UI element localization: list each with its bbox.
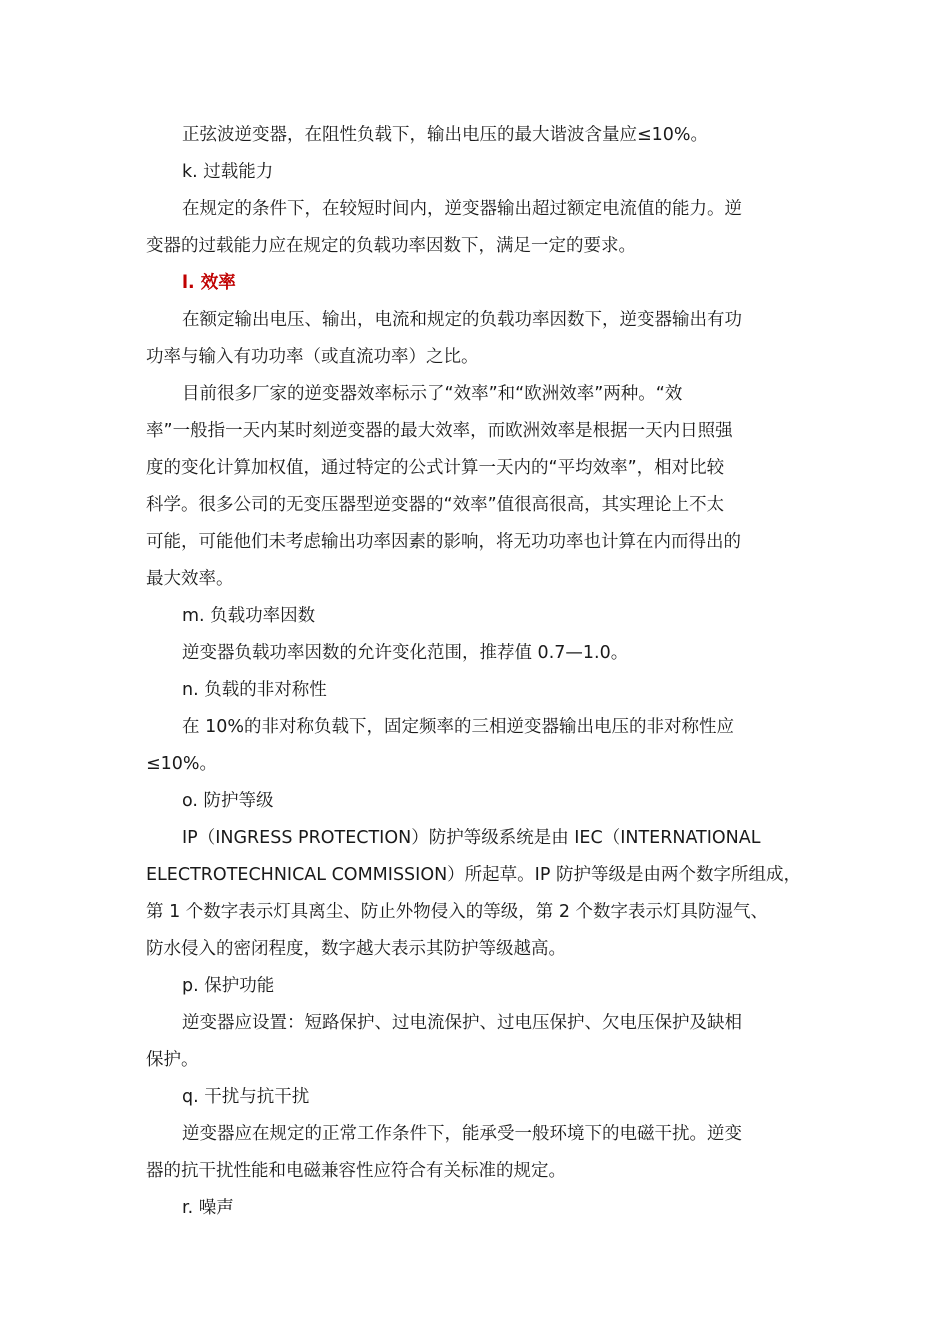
paragraph-line: 防水侵入的密闭程度，数字越大表示其防护等级越高。 xyxy=(146,939,566,959)
paragraph xyxy=(146,302,806,376)
paragraph xyxy=(146,376,806,598)
paragraph xyxy=(146,1005,806,1079)
paragraph xyxy=(146,117,806,154)
document-page xyxy=(146,117,806,1227)
paragraph-line: 变器的过载能力应在规定的负载功率因数下，满足一定的要求。 xyxy=(146,236,636,256)
paragraph-line: 目前很多厂家的逆变器效率标示了“效率”和“欧洲效率”两种。“效 xyxy=(182,384,683,404)
paragraph-line: 在规定的条件下，在较短时间内，逆变器输出超过额定电流值的能力。逆 xyxy=(182,199,742,219)
section-heading: l. 效率 xyxy=(182,273,236,293)
paragraph-line: 在额定输出电压、输出，电流和规定的负载功率因数下，逆变器输出有功 xyxy=(182,310,742,330)
paragraph-line: 正弦波逆变器，在阻性负载下，输出电压的最大谐波含量应≤10%。 xyxy=(182,125,709,145)
paragraph-line: 在 10%的非对称负载下，固定频率的三相逆变器输出电压的非对称性应 xyxy=(182,717,734,737)
paragraph-line: 器的抗干扰性能和电磁兼容性应符合有关标准的规定。 xyxy=(146,1161,566,1181)
section-heading: p. 保护功能 xyxy=(182,976,275,996)
paragraph-line: 逆变器应在规定的正常工作条件下，能承受一般环境下的电磁干扰。逆变 xyxy=(182,1124,742,1144)
paragraph-line: 率”一般指一天内某时刻逆变器的最大效率，而欧洲效率是根据一天内日照强 xyxy=(146,421,733,441)
paragraph-line: 保护。 xyxy=(146,1050,199,1070)
section-heading: m. 负载功率因数 xyxy=(182,606,316,626)
section-heading: q. 干扰与抗干扰 xyxy=(182,1087,310,1107)
paragraph xyxy=(146,191,806,265)
paragraph-line: 科学。很多公司的无变压器型逆变器的“效率”值很高很高，其实理论上不太 xyxy=(146,495,725,515)
section-heading: r. 噪声 xyxy=(182,1198,234,1218)
paragraph-line: 逆变器应设置：短路保护、过电流保护、过电压保护、欠电压保护及缺相 xyxy=(182,1013,742,1033)
paragraph-line: 第 1 个数字表示灯具离尘、防止外物侵入的等级，第 2 个数字表示灯具防湿气、 xyxy=(146,902,769,922)
section-heading: n. 负载的非对称性 xyxy=(182,680,327,700)
paragraph-line: 逆变器负载功率因数的允许变化范围，推荐值 0.7—1.0。 xyxy=(182,643,629,663)
section-heading: o. 防护等级 xyxy=(182,791,274,811)
paragraph xyxy=(146,709,806,783)
paragraph-line: 功率与输入有功功率（或直流功率）之比。 xyxy=(146,347,479,367)
paragraph xyxy=(146,820,806,968)
paragraph-line: IP（INGRESS PROTECTION）防护等级系统是由 IEC（INTERNATIONAL xyxy=(182,828,761,848)
paragraph-line: 度的变化计算加权值，通过特定的公式计算一天内的“平均效率”，相对比较 xyxy=(146,458,725,478)
paragraph xyxy=(146,635,806,672)
paragraph xyxy=(146,1116,806,1190)
paragraph-line: 最大效率。 xyxy=(146,569,234,589)
paragraph-line: ELECTROTECHNICAL COMMISSION）所起草。IP 防护等级是由两个数字所组成， xyxy=(146,865,801,885)
section-heading: k. 过载能力 xyxy=(182,162,274,182)
paragraph-line: 可能，可能他们未考虑输出功率因素的影响，将无功功率也计算在内而得出的 xyxy=(146,532,741,552)
paragraph-line: ≤10%。 xyxy=(146,754,218,774)
